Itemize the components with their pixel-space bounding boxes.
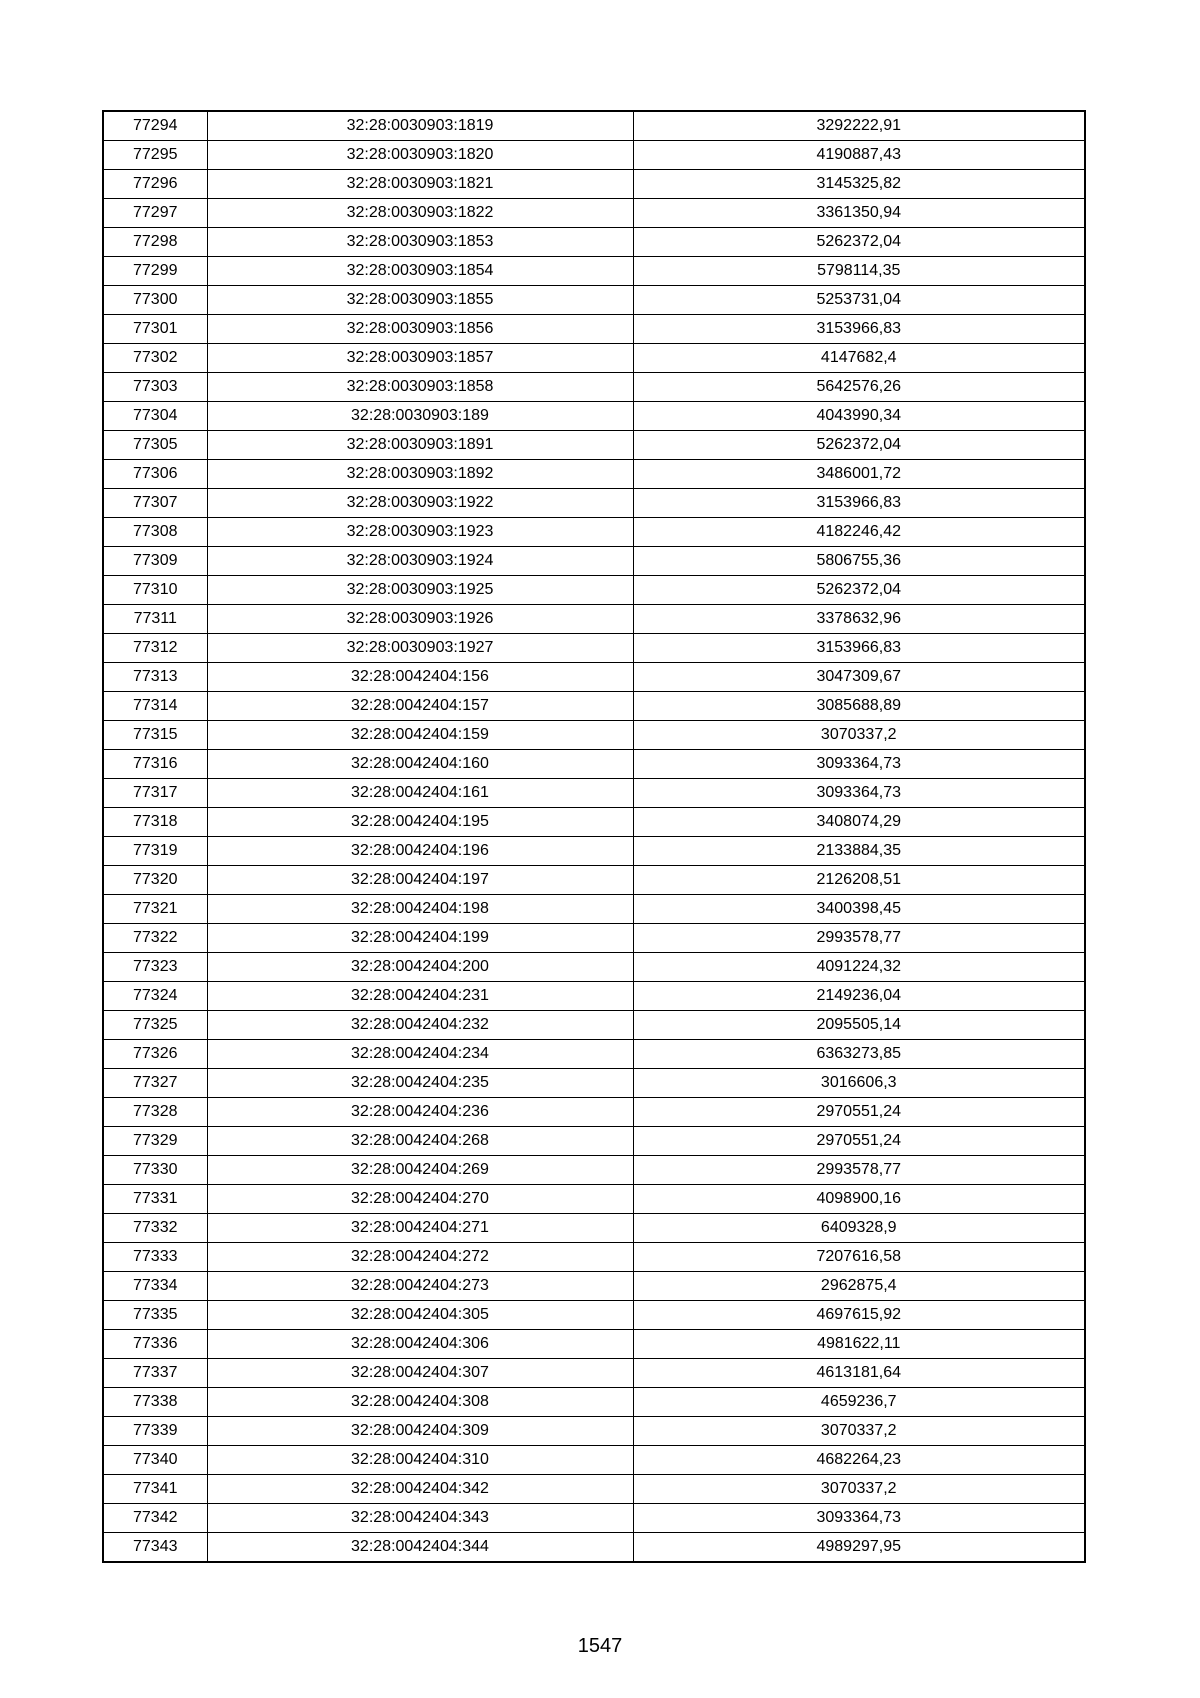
cadastral-number-cell: 32:28:0042404:160 — [207, 750, 633, 779]
table-row — [103, 141, 1085, 170]
table-row — [103, 1417, 1085, 1446]
table-row — [103, 1040, 1085, 1069]
cadastral-value-cell: 3408074,29 — [633, 808, 1085, 837]
row-number-cell: 77316 — [103, 750, 207, 779]
cadastral-number-cell: 32:28:0042404:309 — [207, 1417, 633, 1446]
row-number-cell: 77325 — [103, 1011, 207, 1040]
cadastral-value-cell: 5262372,04 — [633, 431, 1085, 460]
cadastral-value-cell: 2970551,24 — [633, 1127, 1085, 1156]
row-number-cell: 77331 — [103, 1185, 207, 1214]
row-number-cell: 77327 — [103, 1069, 207, 1098]
row-number-cell: 77319 — [103, 837, 207, 866]
cadastral-number-cell: 32:28:0042404:156 — [207, 663, 633, 692]
cadastral-number-cell: 32:28:0042404:268 — [207, 1127, 633, 1156]
row-number-cell: 77323 — [103, 953, 207, 982]
row-number-cell: 77338 — [103, 1388, 207, 1417]
cadastral-number-cell: 32:28:0030903:1925 — [207, 576, 633, 605]
cadastral-number-cell: 32:28:0042404:196 — [207, 837, 633, 866]
cadastral-value-cell: 2126208,51 — [633, 866, 1085, 895]
cadastral-value-cell: 3292222,91 — [633, 111, 1085, 141]
cadastral-value-cell: 5253731,04 — [633, 286, 1085, 315]
cadastral-value-cell: 4091224,32 — [633, 953, 1085, 982]
table-row — [103, 111, 1085, 141]
cadastral-number-cell: 32:28:0030903:1854 — [207, 257, 633, 286]
table-row — [103, 866, 1085, 895]
cadastral-number-cell: 32:28:0042404:235 — [207, 1069, 633, 1098]
table-row — [103, 895, 1085, 924]
row-number-cell: 77335 — [103, 1301, 207, 1330]
cadastral-value-cell: 4682264,23 — [633, 1446, 1085, 1475]
cadastral-value-cell: 4981622,11 — [633, 1330, 1085, 1359]
cadastral-value-cell: 2962875,4 — [633, 1272, 1085, 1301]
cadastral-value-cell: 7207616,58 — [633, 1243, 1085, 1272]
table-row — [103, 576, 1085, 605]
cadastral-number-cell: 32:28:0042404:344 — [207, 1533, 633, 1563]
table-row — [103, 605, 1085, 634]
cadastral-value-cell: 5642576,26 — [633, 373, 1085, 402]
cadastral-number-cell: 32:28:0042404:270 — [207, 1185, 633, 1214]
table-row — [103, 692, 1085, 721]
cadastral-value-cell: 2993578,77 — [633, 924, 1085, 953]
table-row — [103, 431, 1085, 460]
cadastral-number-cell: 32:28:0042404:161 — [207, 779, 633, 808]
cadastral-value-cell: 3093364,73 — [633, 750, 1085, 779]
table-row — [103, 1475, 1085, 1504]
cadastral-number-cell: 32:28:0042404:159 — [207, 721, 633, 750]
cadastral-number-cell: 32:28:0030903:1892 — [207, 460, 633, 489]
cadastral-number-cell: 32:28:0030903:1853 — [207, 228, 633, 257]
row-number-cell: 77307 — [103, 489, 207, 518]
cadastral-number-cell: 32:28:0042404:306 — [207, 1330, 633, 1359]
row-number-cell: 77326 — [103, 1040, 207, 1069]
table-row — [103, 257, 1085, 286]
table-row — [103, 721, 1085, 750]
cadastral-number-cell: 32:28:0042404:310 — [207, 1446, 633, 1475]
table-row — [103, 837, 1085, 866]
cadastral-value-cell: 2970551,24 — [633, 1098, 1085, 1127]
table-row — [103, 199, 1085, 228]
row-number-cell: 77343 — [103, 1533, 207, 1563]
cadastral-number-cell: 32:28:0030903:1856 — [207, 315, 633, 344]
cadastral-value-cell: 2993578,77 — [633, 1156, 1085, 1185]
cadastral-value-cell: 3378632,96 — [633, 605, 1085, 634]
table-row — [103, 779, 1085, 808]
row-number-cell: 77306 — [103, 460, 207, 489]
cadastral-value-cell: 3070337,2 — [633, 1475, 1085, 1504]
cadastral-value-cell: 4989297,95 — [633, 1533, 1085, 1563]
cadastral-number-cell: 32:28:0042404:200 — [207, 953, 633, 982]
cadastral-number-cell: 32:28:0042404:234 — [207, 1040, 633, 1069]
cadastral-value-cell: 3153966,83 — [633, 315, 1085, 344]
cadastral-value-cell: 3070337,2 — [633, 1417, 1085, 1446]
row-number-cell: 77339 — [103, 1417, 207, 1446]
row-number-cell: 77303 — [103, 373, 207, 402]
cadastral-number-cell: 32:28:0030903:1857 — [207, 344, 633, 373]
row-number-cell: 77341 — [103, 1475, 207, 1504]
table-row — [103, 1127, 1085, 1156]
row-number-cell: 77314 — [103, 692, 207, 721]
row-number-cell: 77321 — [103, 895, 207, 924]
row-number-cell: 77295 — [103, 141, 207, 170]
table-row — [103, 1069, 1085, 1098]
table-row — [103, 547, 1085, 576]
cadastral-number-cell: 32:28:0030903:1926 — [207, 605, 633, 634]
row-number-cell: 77313 — [103, 663, 207, 692]
row-number-cell: 77311 — [103, 605, 207, 634]
table-row — [103, 634, 1085, 663]
row-number-cell: 77322 — [103, 924, 207, 953]
cadastral-number-cell: 32:28:0042404:307 — [207, 1359, 633, 1388]
cadastral-value-cell: 4098900,16 — [633, 1185, 1085, 1214]
row-number-cell: 77318 — [103, 808, 207, 837]
cadastral-value-cell: 5806755,36 — [633, 547, 1085, 576]
row-number-cell: 77309 — [103, 547, 207, 576]
cadastral-value-cell: 4190887,43 — [633, 141, 1085, 170]
table-row — [103, 489, 1085, 518]
cadastral-number-cell: 32:28:0042404:197 — [207, 866, 633, 895]
cadastral-number-cell: 32:28:0030903:1924 — [207, 547, 633, 576]
cadastral-value-cell: 5262372,04 — [633, 228, 1085, 257]
cadastral-number-cell: 32:28:0030903:1855 — [207, 286, 633, 315]
table-row — [103, 1504, 1085, 1533]
row-number-cell: 77330 — [103, 1156, 207, 1185]
cadastral-value-cell: 3153966,83 — [633, 634, 1085, 663]
table-row — [103, 1243, 1085, 1272]
cadastral-number-cell: 32:28:0030903:1858 — [207, 373, 633, 402]
cadastral-value-cell: 4182246,42 — [633, 518, 1085, 547]
cadastral-number-cell: 32:28:0042404:269 — [207, 1156, 633, 1185]
cadastral-value-cell: 5262372,04 — [633, 576, 1085, 605]
cadastral-value-cell: 3145325,82 — [633, 170, 1085, 199]
cadastral-value-cell: 3093364,73 — [633, 779, 1085, 808]
row-number-cell: 77304 — [103, 402, 207, 431]
cadastral-value-cell: 3486001,72 — [633, 460, 1085, 489]
table-row — [103, 170, 1085, 199]
cadastral-number-cell: 32:28:0042404:342 — [207, 1475, 633, 1504]
cadastral-value-cell: 3047309,67 — [633, 663, 1085, 692]
cadastral-value-cell: 4697615,92 — [633, 1301, 1085, 1330]
cadastral-number-cell: 32:28:0042404:272 — [207, 1243, 633, 1272]
row-number-cell: 77298 — [103, 228, 207, 257]
table-row — [103, 402, 1085, 431]
cadastral-number-cell: 32:28:0042404:236 — [207, 1098, 633, 1127]
cadastral-value-cell: 3153966,83 — [633, 489, 1085, 518]
cadastral-number-cell: 32:28:0042404:195 — [207, 808, 633, 837]
cadastral-number-cell: 32:28:0030903:1891 — [207, 431, 633, 460]
cadastral-number-cell: 32:28:0042404:305 — [207, 1301, 633, 1330]
row-number-cell: 77336 — [103, 1330, 207, 1359]
table-row — [103, 1301, 1085, 1330]
cadastral-value-cell: 6363273,85 — [633, 1040, 1085, 1069]
row-number-cell: 77296 — [103, 170, 207, 199]
table-row — [103, 315, 1085, 344]
row-number-cell: 77308 — [103, 518, 207, 547]
row-number-cell: 77299 — [103, 257, 207, 286]
cadastral-number-cell: 32:28:0030903:1923 — [207, 518, 633, 547]
cadastral-value-cell: 3070337,2 — [633, 721, 1085, 750]
table-row — [103, 1214, 1085, 1243]
table-row — [103, 1156, 1085, 1185]
table-row — [103, 750, 1085, 779]
cadastral-value-cell: 2133884,35 — [633, 837, 1085, 866]
table-row — [103, 1272, 1085, 1301]
cadastral-number-cell: 32:28:0042404:232 — [207, 1011, 633, 1040]
row-number-cell: 77334 — [103, 1272, 207, 1301]
cadastral-number-cell: 32:28:0042404:273 — [207, 1272, 633, 1301]
table-row — [103, 1185, 1085, 1214]
cadastral-value-cell: 4659236,7 — [633, 1388, 1085, 1417]
table-row — [103, 1098, 1085, 1127]
cadastral-value-cell: 3085688,89 — [633, 692, 1085, 721]
cadastral-number-cell: 32:28:0042404:308 — [207, 1388, 633, 1417]
row-number-cell: 77324 — [103, 982, 207, 1011]
row-number-cell: 77301 — [103, 315, 207, 344]
row-number-cell: 77337 — [103, 1359, 207, 1388]
cadastral-value-cell: 3361350,94 — [633, 199, 1085, 228]
cadastral-value-cell: 6409328,9 — [633, 1214, 1085, 1243]
cadastral-number-cell: 32:28:0030903:1820 — [207, 141, 633, 170]
cadastral-number-cell: 32:28:0030903:1819 — [207, 111, 633, 141]
table-row — [103, 518, 1085, 547]
row-number-cell: 77342 — [103, 1504, 207, 1533]
table-row — [103, 808, 1085, 837]
cadastral-number-cell: 32:28:0042404:231 — [207, 982, 633, 1011]
row-number-cell: 77294 — [103, 111, 207, 141]
row-number-cell: 77305 — [103, 431, 207, 460]
cadastral-number-cell: 32:28:0042404:157 — [207, 692, 633, 721]
row-number-cell: 77340 — [103, 1446, 207, 1475]
row-number-cell: 77300 — [103, 286, 207, 315]
cadastral-number-cell: 32:28:0030903:1822 — [207, 199, 633, 228]
row-number-cell: 77310 — [103, 576, 207, 605]
cadastral-number-cell: 32:28:0030903:1821 — [207, 170, 633, 199]
row-number-cell: 77328 — [103, 1098, 207, 1127]
table-row — [103, 663, 1085, 692]
table-row — [103, 460, 1085, 489]
table-row — [103, 953, 1085, 982]
row-number-cell: 77332 — [103, 1214, 207, 1243]
table-row — [103, 924, 1085, 953]
table-row — [103, 286, 1085, 315]
cadastral-number-cell: 32:28:0030903:1922 — [207, 489, 633, 518]
row-number-cell: 77333 — [103, 1243, 207, 1272]
cadastral-value-cell: 3093364,73 — [633, 1504, 1085, 1533]
cadastral-value-cell: 4147682,4 — [633, 344, 1085, 373]
row-number-cell: 77297 — [103, 199, 207, 228]
row-number-cell: 77329 — [103, 1127, 207, 1156]
table-row — [103, 1388, 1085, 1417]
cadastral-value-cell: 2149236,04 — [633, 982, 1085, 1011]
cadastral-value-cell: 3016606,3 — [633, 1069, 1085, 1098]
cadastral-value-cell: 4613181,64 — [633, 1359, 1085, 1388]
cadastral-value-table — [102, 110, 1086, 1563]
table-row — [103, 344, 1085, 373]
table-row — [103, 1359, 1085, 1388]
table-body — [103, 111, 1085, 1562]
cadastral-value-cell: 4043990,34 — [633, 402, 1085, 431]
cadastral-number-cell: 32:28:0042404:198 — [207, 895, 633, 924]
row-number-cell: 77320 — [103, 866, 207, 895]
cadastral-number-cell: 32:28:0042404:271 — [207, 1214, 633, 1243]
table-row — [103, 1533, 1085, 1563]
row-number-cell: 77317 — [103, 779, 207, 808]
cadastral-number-cell: 32:28:0030903:189 — [207, 402, 633, 431]
page-number: 1547 — [577, 1635, 623, 1657]
table-row — [103, 228, 1085, 257]
table-row — [103, 1330, 1085, 1359]
cadastral-value-cell: 3400398,45 — [633, 895, 1085, 924]
cadastral-number-cell: 32:28:0030903:1927 — [207, 634, 633, 663]
table-row — [103, 1011, 1085, 1040]
table-row — [103, 373, 1085, 402]
row-number-cell: 77315 — [103, 721, 207, 750]
cadastral-value-cell: 5798114,35 — [633, 257, 1085, 286]
table-row — [103, 1446, 1085, 1475]
cadastral-number-cell: 32:28:0042404:199 — [207, 924, 633, 953]
cadastral-number-cell: 32:28:0042404:343 — [207, 1504, 633, 1533]
cadastral-value-cell: 2095505,14 — [633, 1011, 1085, 1040]
row-number-cell: 77312 — [103, 634, 207, 663]
row-number-cell: 77302 — [103, 344, 207, 373]
table-row — [103, 982, 1085, 1011]
